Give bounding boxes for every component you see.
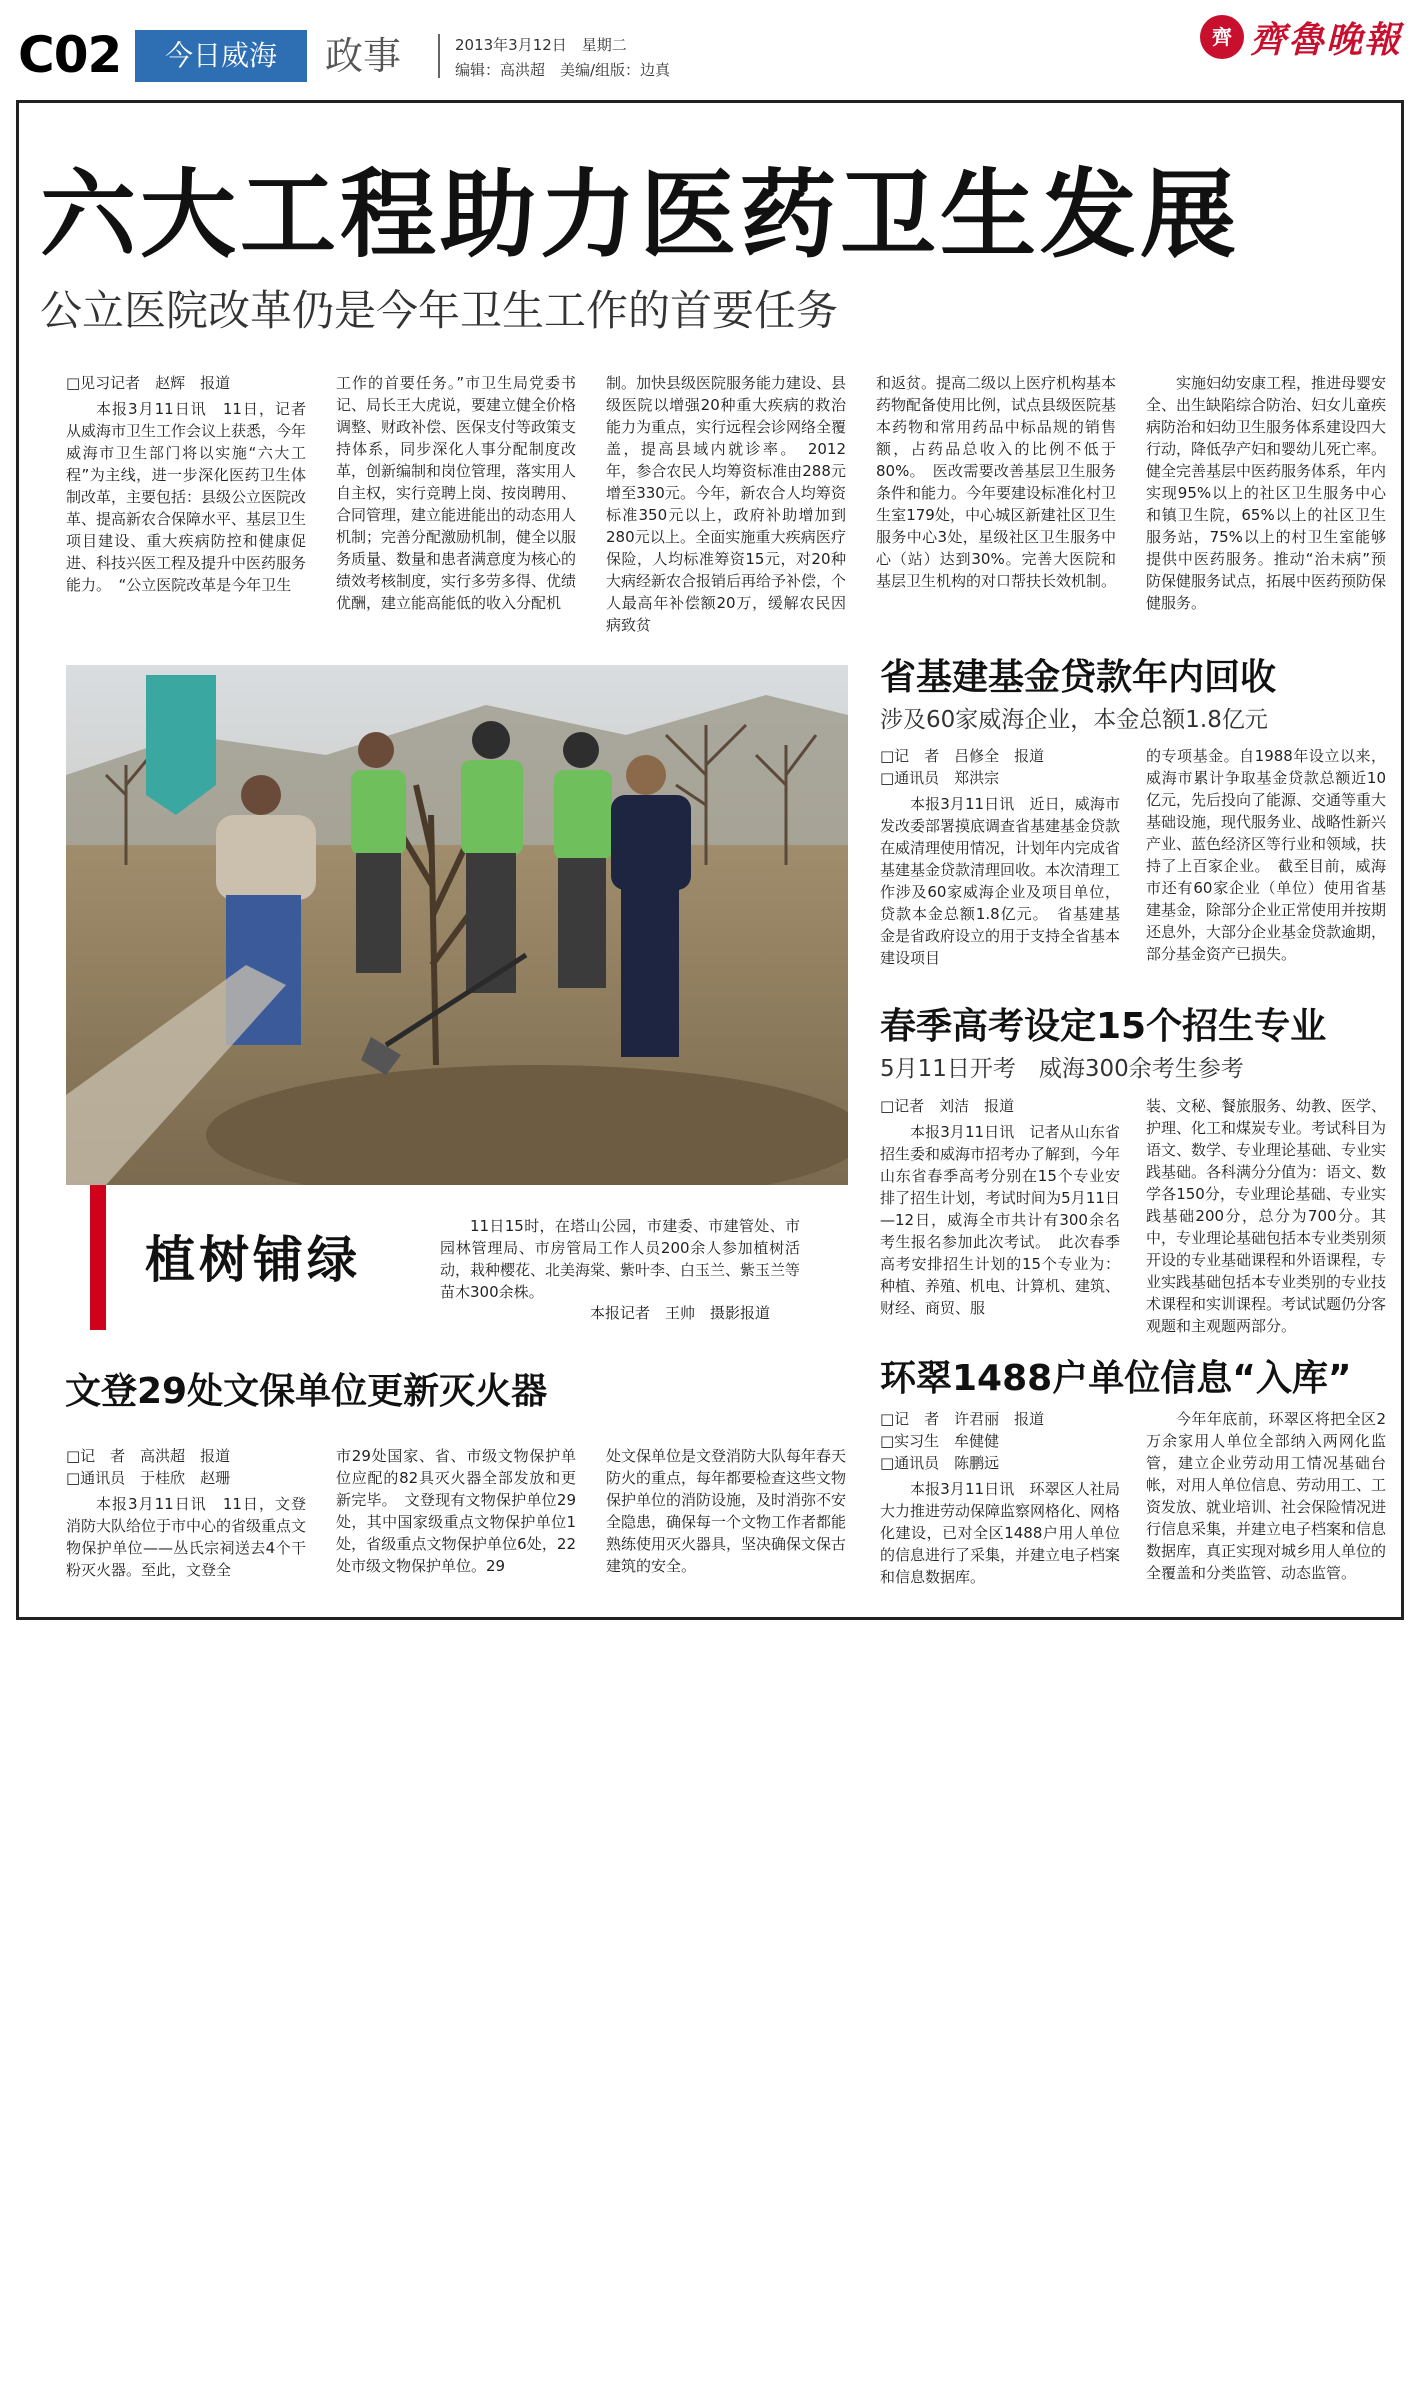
issue-date: 2013年3月12日 星期二	[455, 36, 627, 54]
byline-reporter: □记 者 高洪超 报道	[66, 1447, 231, 1465]
units-info-headline[interactable]: 环翠1488户单位信息“入库”	[880, 1358, 1352, 1399]
units-info-column-1	[880, 1408, 1120, 1608]
story-paragraph: 本报3月11日讯 11日，文登消防大队给位于市中心的省级重点文物保护单位——丛氏宗祠送去4个干粉灭火器。至此，文登全	[66, 1495, 307, 1579]
spring-exam-headline[interactable]: 春季高考设定15个招生专业	[880, 1006, 1327, 1047]
lead-paragraph: 实施妇幼安康工程，推进母婴安全、出生缺陷综合防治、妇女儿童疾病防治和妇幼卫生服务体系建设四大行动，降低孕产妇和婴幼儿死亡率。健全完善基层中医药服务体系，年内实现95%以上的社区卫生服务中心和镇卫生院，65%以上的社区卫生服务站，75%以上的村卫生室能够提供中医药服务。推动“治未病”预防保健服务试点，拓展中医药预防保健服务。	[1146, 374, 1387, 612]
story-paragraph: 本报3月11日讯 记者从山东省招生委和威海市招考办了解到，今年山东省春季高考分别在15个专业安排了招生计划，考试时间为5月11日—12日，威海全市共计有300余名考生报名参加此次考试。 此次春季高考安排招生计划的15个专业为：种植、养殖、机电、计算机、建筑、财经、商贸、服	[880, 1123, 1121, 1317]
photo-caption-text: 11日15时，在塔山公园，市建委、市建管处、市园林管理局、市房管局工作人员200余人参加植树活动，栽种樱花、北美海棠、紫叶李、白玉兰、紫玉兰等苗木300余株。	[440, 1217, 801, 1301]
byline-correspondent: □通讯员 于桂欣 赵珊	[66, 1469, 231, 1487]
relics-column-3	[606, 1445, 846, 1610]
category-label: 政事	[325, 34, 402, 78]
relics-byline	[66, 1445, 306, 1489]
lead-paragraph: 和返贫。提高二级以上医疗机构基本药物配备使用比例，试点县级医院基本药物和常用药品中标品规的销售额，占药品总收入的比例不低于80%。 医改需要改善基层卫生服务条件和能力。今年要建设标准化村卫生室179处，中心城区新建社区卫生服务中心3处，星级社区卫生服务中心（站）达到30%。完善大医院和基层卫生机构的对口帮扶长效机制。	[876, 374, 1117, 590]
construction-fund-column-2	[1146, 745, 1386, 995]
construction-fund-column-1	[880, 745, 1120, 995]
lead-headline[interactable]: 六大工程助力医药卫生发展	[40, 159, 1240, 271]
logo-text: 齊魯晚報	[1250, 18, 1403, 61]
units-info-byline	[880, 1408, 1120, 1474]
spring-exam-byline: □记者 刘洁 报道	[880, 1097, 1015, 1115]
section-tag[interactable]: 今日威海	[135, 30, 307, 82]
spring-exam-subheadline: 5月11日开考 威海300余考生参考	[880, 1056, 1244, 1082]
relics-column-2	[336, 1445, 576, 1610]
page-number: C02	[18, 26, 122, 84]
lead-subheadline: 公立医院改革仍是今年卫生工作的首要任务	[40, 286, 839, 335]
lead-paragraph: 本报3月11日讯 11日，记者从威海市卫生工作会议上获悉，今年威海市卫生部门将以实施“六大工程”为主线，进一步深化医药卫生体制改革，主要包括：县级公立医院改革、提高新农合保障水平、基层卫生项目建设、重大疾病防控和健康促进、科技兴医工程及提升中医药服务能力。 “公立医院改革是今年卫生	[66, 400, 307, 594]
logo-mark-icon: 齊	[1200, 15, 1244, 59]
story-paragraph: 的专项基金。自1988年设立以来，威海市累计争取基金贷款总额近10亿元，先后投向了能源、交通等重大基础设施，现代服务业、战略性新兴产业、蓝色经济区等行业和领域，扶持了上百家企业。 截至目前，威海市还有60家企业（单位）使用省基建基金，除部分企业正常使用并按期还息外，大部分企业基金贷款逾期，部分基金资产已损失。	[1146, 747, 1387, 963]
photo-title[interactable]: 植树铺绿	[145, 1231, 361, 1289]
lead-column-2	[336, 372, 576, 632]
spring-exam-column-2	[1146, 1095, 1386, 1345]
lead-byline: □见习记者 赵辉 报道	[66, 374, 231, 392]
byline-correspondent: □通讯员 陈鹏远	[880, 1454, 1000, 1472]
lead-column-1	[66, 372, 306, 632]
story-paragraph: 装、文秘、餐旅服务、幼教、医学、护理、化工和煤炭专业。考试科目为语文、数学、专业理论基础、专业实践基础。各科满分分值为：语文、数学各150分，专业理论基础、专业实践基础200分，总分为700分。其中，专业理论基础包括本专业类别须开设的专业基础课程和外语课程，专业实践基础包括本专业类别的专业技术课程和实训课程。考试试题仍分客观题和主观题两部分。	[1146, 1097, 1387, 1335]
byline-reporter: □记 者 吕修全 报道	[880, 747, 1045, 765]
construction-fund-headline[interactable]: 省基建基金贷款年内回收	[880, 657, 1277, 698]
construction-fund-subheadline: 涉及60家威海企业，本金总额1.8亿元	[880, 707, 1268, 733]
story-paragraph: 本报3月11日讯 近日，威海市发改委部署摸底调查省基建基金贷款在威清理使用情况，计划年内完成省基建基金贷款清理回收。本次清理工作涉及60家威海企业及项目单位，贷款本金总额1.8亿元。 省基建基金是省政府设立的用于支持全省基本建设项目	[880, 795, 1121, 967]
lead-column-5	[1146, 372, 1386, 632]
units-info-column-2	[1146, 1408, 1386, 1608]
header-divider	[438, 34, 440, 78]
lead-column-4	[876, 372, 1116, 632]
photo-caption	[440, 1215, 800, 1303]
newspaper-logo[interactable]	[1200, 12, 1402, 62]
editor-credits: 编辑：高洪超 美编/组版：边真	[455, 61, 671, 79]
photo-accent-bar	[90, 1185, 106, 1330]
photo-credit: 本报记者 王帅 摄影报道	[590, 1304, 771, 1322]
lead-column-3	[606, 372, 846, 632]
construction-fund-byline	[880, 745, 1120, 789]
byline-intern: □实习生 牟健健	[880, 1432, 1000, 1450]
tree-planting-photo[interactable]	[66, 665, 848, 1185]
byline-reporter: □记 者 许君丽 报道	[880, 1410, 1045, 1428]
lead-paragraph: 制。加快县级医院服务能力建设、县级医院以增强20种重大疾病的救治能力为重点，实行远程会诊网络全覆盖，提高县域内就诊率。 2012年，参合农民人均筹资标准由288元增至330元。今年，新农合人均筹资标准350元以上，政府补助增加到280元以上。全面实施重大疾病医疗保险，人均标准筹资15元，对20种大病经新农合报销后再给予补偿，个人最高年补偿额20万，缓解农民因病致贫	[606, 374, 847, 634]
photo-illustration	[66, 665, 848, 1185]
relics-headline[interactable]: 文登29处文保单位更新灭火器	[65, 1371, 548, 1412]
story-paragraph: 今年年底前，环翠区将把全区2万余家用人单位全部纳入两网化监管，建立企业劳动用工情况基础台帐，对用人单位信息、劳动用工、工资发放、就业培训、社会保险情况进行信息采集，并建立电子档案和信息数据库，真正实现对城乡用人单位的全覆盖和分类监管、动态监管。	[1146, 1410, 1387, 1582]
spring-exam-column-1	[880, 1095, 1120, 1345]
relics-column-1	[66, 1445, 306, 1610]
story-paragraph: 市29处国家、省、市级文物保护单位应配的82具灭火器全部发放和更新完毕。 文登现有文物保护单位29处，其中国家级重点文物保护单位1处，省级重点文物保护单位6处，22处市级文物保护单位。29	[336, 1447, 576, 1575]
byline-correspondent: □通讯员 郑洪宗	[880, 769, 1000, 787]
story-paragraph: 处文保单位是文登消防大队每年春天防火的重点，每年都要检查这些文物保护单位的消防设施，及时消弥不安全隐患，确保每一个文物工作者都能熟练使用灭火器具，坚决确保文保古建筑的安全。	[606, 1447, 847, 1575]
lead-paragraph: 工作的首要任务。”市卫生局党委书记、局长王大虎说，要建立健全价格调整、财政补偿、医保支付等政策支持体系，同步深化人事分配制度改革，创新编制和岗位管理，落实用人自主权，实行竞聘上岗、按岗聘用、合同管理，建立能进能出的动态用人机制；完善分配激励机制，健全以服务质量、数量和患者满意度为核心的绩效考核制度，实行多劳多得、优绩优酬，建立能高能低的收入分配机	[336, 374, 577, 612]
story-paragraph: 本报3月11日讯 环翠区人社局大力推进劳动保障监察网格化、网格化建设，已对全区1488户用人单位的信息进行了采集，并建立电子档案和信息数据库。	[880, 1480, 1121, 1586]
